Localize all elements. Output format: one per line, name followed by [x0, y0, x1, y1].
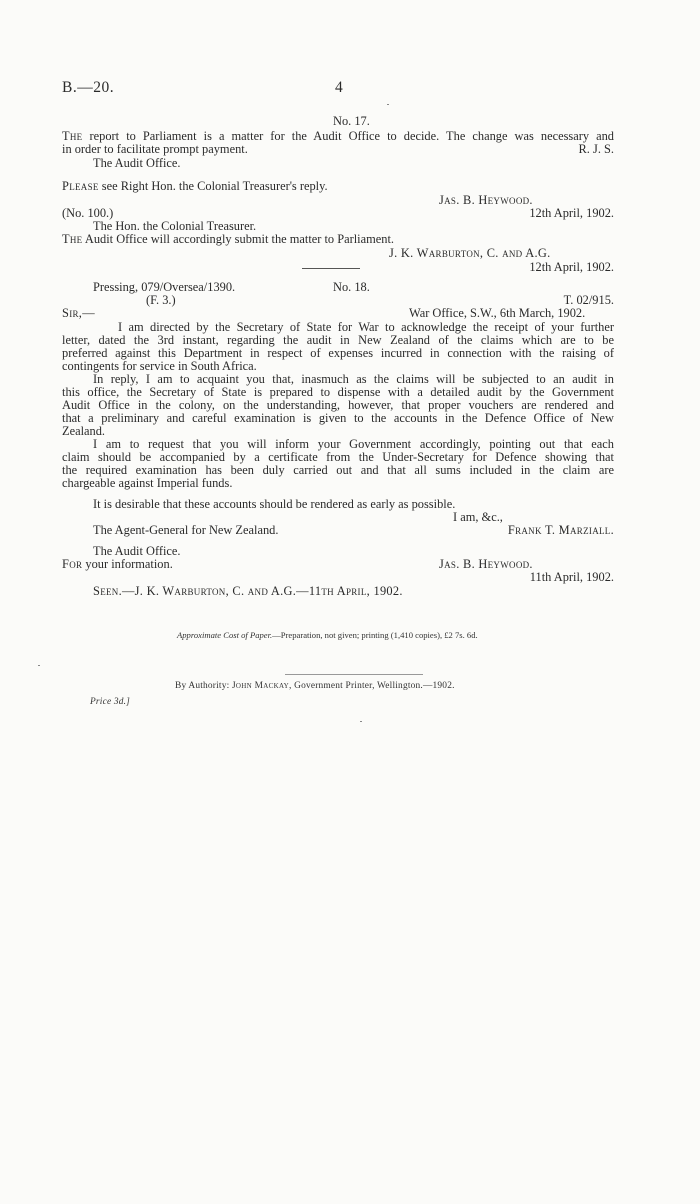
- doc17-signer: Jas. B. Heywood.: [439, 193, 533, 207]
- footer-rule: [285, 674, 423, 675]
- doc18-p2-l1-text: In reply, I am to acquaint you that, inasmuch as the claims will be subjected to an audit in: [93, 372, 614, 386]
- doc18-p2-l4: [62, 412, 614, 425]
- doc17-para1-line2: in order to facilitate prompt payment.: [62, 142, 248, 156]
- doc18-p3-l4: [62, 477, 614, 490]
- doc18-for: [62, 558, 173, 571]
- doc18-p3-l2-text: claim should be accompanied by a certificate from the Under-Secretary for Defence showing that: [62, 450, 614, 464]
- price: Price 3d.]: [90, 697, 131, 707]
- doc18-p1-l4-text: contingents for service in South Africa.: [62, 359, 257, 373]
- doc18-p4: It is desirable that these accounts should be rendered as early as possible.: [93, 497, 456, 511]
- doc18-for-lead: For: [62, 557, 83, 571]
- doc18-tref: T. 02/915.: [563, 293, 614, 307]
- doc18-p2-l2-text: this office, the Secretary of State is prepared to dispense with a detailed audit by the Government: [62, 385, 614, 399]
- doc17-signer2: J. K. Warburton, C. and A.G.: [389, 246, 551, 260]
- doc18-salutation: Sir,—: [62, 306, 95, 320]
- doc18-seen: Seen.—J. K. Warburton, C. and A.G.—11th April, 1902.: [93, 584, 403, 598]
- page-number: 4: [335, 79, 343, 96]
- doc18-p3-l4-text: chargeable against Imperial funds.: [62, 476, 233, 490]
- doc18-addressee: The Agent-General for New Zealand.: [93, 523, 279, 537]
- doc17-para1-lead: The: [62, 129, 83, 143]
- doc18-to: The Audit Office.: [93, 544, 181, 558]
- cost-label: Approximate Cost of Paper.: [177, 630, 273, 640]
- doc17-para2-lead: Please: [62, 179, 99, 193]
- doc18-signer: Frank T. Marziall.: [507, 523, 614, 537]
- cost-text: —Preparation, not given; printing (1,410 copies), £2 7s. 6d.: [272, 630, 478, 640]
- series-code: B.—20.: [62, 79, 115, 96]
- doc17-ref: (No. 100.): [62, 206, 114, 220]
- doc18-p2-l4-text: that a preliminary and careful examination is given to the accounts in the Defence Office of New: [62, 411, 614, 425]
- doc18-signer2: Jas. B. Heywood.: [439, 557, 533, 571]
- doc17-addressee: The Audit Office.: [93, 156, 181, 170]
- authority-line: [175, 681, 455, 691]
- cost-of-paper: [177, 630, 478, 640]
- doc18-p3-l3-text: the required examination has been duly carried out and that all sums included in the claim are: [62, 463, 614, 477]
- doc17-date2: 12th April, 1902.: [529, 260, 614, 274]
- doc18-pressing: Pressing, 079/Oversea/1390.: [93, 280, 236, 294]
- doc17-para3-lead: The: [62, 232, 83, 246]
- authority-lead: By Authority:: [175, 681, 230, 691]
- authority-name: John Mackay: [231, 681, 290, 691]
- doc18-p3-l1-text: I am to request that you will inform your Government accordingly, pointing out that each: [93, 437, 614, 451]
- speck: [387, 104, 389, 105]
- doc17-para3: [62, 233, 394, 246]
- doc17-para2: [62, 180, 328, 193]
- doc17-date: 12th April, 1902.: [529, 206, 614, 220]
- doc17-para1-rest: report to Parliament is a matter for the Audit Office to decide. The change was necessary and: [82, 129, 614, 143]
- doc18-p1-l3-text: preferred against this Department in respect of expenses incurred in connection with the raising of: [62, 346, 614, 360]
- doc17-number: No. 17.: [333, 114, 370, 128]
- doc18-p2-l3-text: Audit Office in the colony, on the understanding, however, that proper vouchers are rendered and: [62, 398, 614, 412]
- doc17-initials: R. J. S.: [578, 142, 614, 156]
- doc18-fref: (F. 3.): [146, 293, 176, 307]
- section-divider: [302, 268, 360, 269]
- authority-rest: , Government Printer, Wellington.—1902.: [289, 681, 455, 691]
- doc18-p1-l2-text: letter, dated the 3rd instant, regarding the audit in New Zealand of the claims which are to be: [62, 333, 614, 347]
- doc17-addressee2: The Hon. the Colonial Treasurer.: [93, 219, 257, 233]
- doc18-p2-l5-text: Zealand.: [62, 424, 105, 438]
- doc18-number: No. 18.: [333, 280, 370, 294]
- speck: [360, 721, 362, 722]
- doc17-para2-rest: see Right Hon. the Colonial Treasurer's reply.: [98, 179, 328, 193]
- doc18-closing: I am, &c.,: [453, 510, 503, 524]
- doc18-p1-l1-text: I am directed by the Secretary of State for War to acknowledge the receipt of your further: [118, 320, 614, 334]
- doc18-place-date: War Office, S.W., 6th March, 1902.: [409, 306, 586, 320]
- doc18-for-rest: your information.: [82, 557, 173, 571]
- doc18-date2: 11th April, 1902.: [529, 570, 614, 584]
- speck: [38, 665, 40, 666]
- doc17-para3-rest: Audit Office will accordingly submit the matter to Parliament.: [82, 232, 395, 246]
